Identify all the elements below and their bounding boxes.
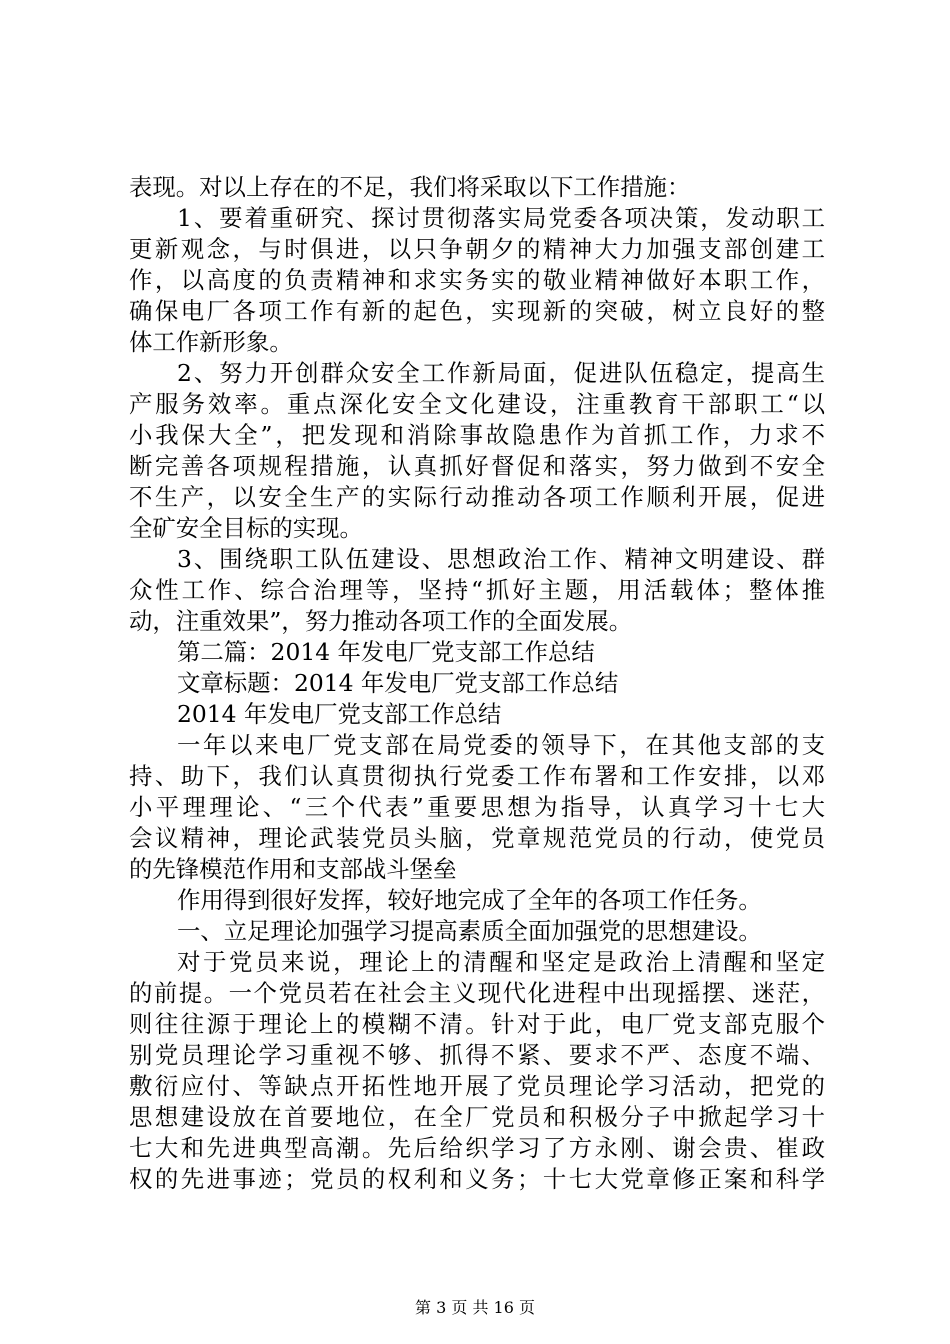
text-line: 1、要着重研究、探讨贯彻落实局党委各项决策，发动职工 bbox=[177, 204, 825, 232]
text-line: 体工作新形象。 bbox=[129, 328, 293, 356]
text-line: 对于党员来说，理论上的清醒和坚定是政治上清醒和坚定 bbox=[177, 948, 825, 976]
text-line: 众性工作、综合治理等，坚持“抓好主题，用活载体；整体推 bbox=[129, 576, 825, 604]
text-line: 2014 年发电厂党支部工作总结 bbox=[177, 700, 502, 728]
text-line: 第二篇：2014 年发电厂党支部工作总结 bbox=[177, 638, 595, 666]
text-line: 小平理理论、“三个代表”重要思想为指导，认真学习十七大 bbox=[129, 793, 825, 821]
text-line: 动，注重效果”，努力推动各项工作的全面发展。 bbox=[129, 607, 633, 635]
text-line: 确保电厂各项工作有新的起色，实现新的突破，树立良好的整 bbox=[129, 297, 825, 325]
text-line: 会议精神，理论武装党员头脑，党章规范党员的行动，使党员 bbox=[129, 824, 825, 852]
text-line: 小我保大全”，把发现和消除事故隐患作为首抓工作，力求不 bbox=[129, 421, 825, 449]
text-line: 持、助下，我们认真贯彻执行党委工作布署和工作安排，以邓 bbox=[129, 762, 825, 790]
text-line: 别党员理论学习重视不够、抓得不紧、要求不严、态度不端、 bbox=[129, 1041, 825, 1069]
text-line: 产服务效率。重点深化安全文化建设，注重教育干部职工“以 bbox=[129, 390, 825, 418]
text-line: 一年以来电厂党支部在局党委的领导下，在其他支部的支 bbox=[177, 731, 825, 759]
text-line: 思想建设放在首要地位，在全厂党员和积极分子中掀起学习十 bbox=[129, 1103, 825, 1131]
text-line: 权的先进事迹；党员的权利和义务；十七大党章修正案和科学 bbox=[129, 1165, 825, 1193]
text-line: 的前提。一个党员若在社会主义现代化进程中出现摇摆、迷茫， bbox=[129, 979, 825, 1007]
document-body bbox=[129, 172, 825, 1195]
text-line: 2、努力开创群众安全工作新局面，促进队伍稳定，提高生 bbox=[177, 359, 825, 387]
text-line: 文章标题：2014 年发电厂党支部工作总结 bbox=[177, 669, 619, 697]
text-line: 断完善各项规程措施，认真抓好督促和落实，努力做到不安全 bbox=[129, 452, 825, 480]
text-line: 敷衍应付、等缺点开拓性地开展了党员理论学习活动，把党的 bbox=[129, 1072, 825, 1100]
text-line: 作，以高度的负责精神和求实务实的敬业精神做好本职工作， bbox=[129, 266, 825, 294]
text-line: 作用得到很好发挥，较好地完成了全年的各项工作任务。 bbox=[177, 886, 762, 914]
text-line: 一、立足理论加强学习提高素质全面加强党的思想建设。 bbox=[177, 917, 762, 945]
text-line: 不生产，以安全生产的实际行动推动各项工作顺利开展，促进 bbox=[129, 483, 825, 511]
page-footer: 第 3 页 共 16 页 bbox=[415, 1298, 535, 1317]
text-line: 更新观念，与时俱进，以只争朝夕的精神大力加强支部创建工 bbox=[129, 235, 825, 263]
text-line: 则往往源于理论上的模糊不清。针对于此，电厂党支部克服个 bbox=[129, 1010, 825, 1038]
text-line: 全矿安全目标的实现。 bbox=[129, 514, 363, 542]
text-line: 的先锋模范作用和支部战斗堡垒 bbox=[129, 855, 457, 883]
text-line: 3、围绕职工队伍建设、思想政治工作、精神文明建设、群 bbox=[177, 545, 825, 573]
text-line: 表现。对以上存在的不足，我们将采取以下工作措施： bbox=[129, 173, 691, 201]
text-line: 七大和先进典型高潮。先后给织学习了方永刚、谢会贵、崔政 bbox=[129, 1134, 825, 1162]
